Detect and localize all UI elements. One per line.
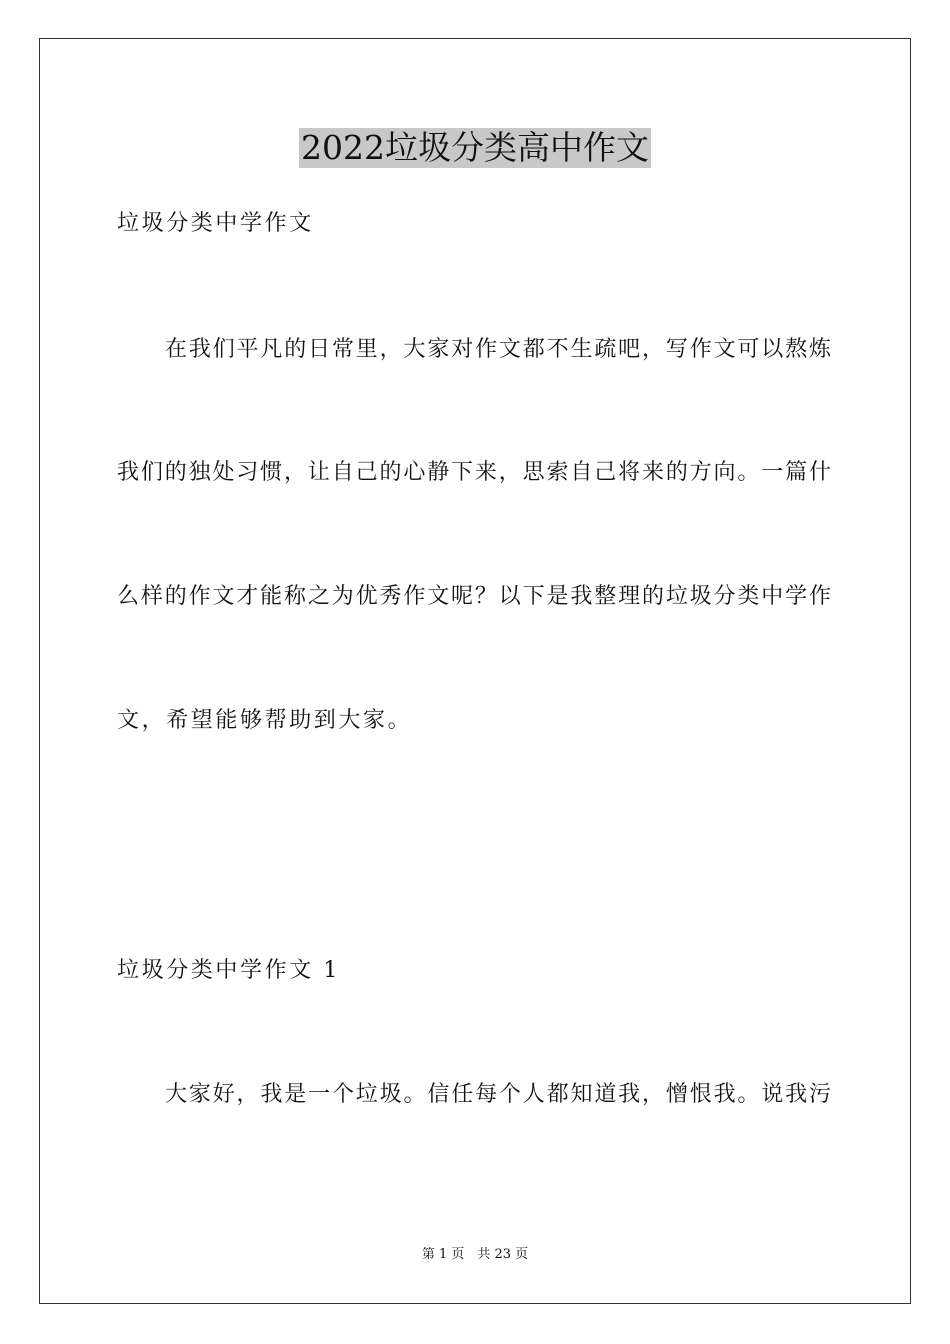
paragraph-line: 在我们平凡的日常里，大家对作文都不生疏吧，写作文可以熬炼 <box>165 337 831 362</box>
paragraph-line: 大家好，我是一个垃圾。信任每个人都知道我，憎恨我。说我污 <box>165 1082 831 1107</box>
page-number: 第 1 页 共 23 页 <box>421 1247 529 1262</box>
title-container <box>0 128 950 168</box>
paragraph-line: 么样的作文才能称之为优秀作文呢？以下是我整理的垃圾分类中学作 <box>117 584 831 609</box>
paragraph-line: 文，希望能够帮助到大家。 <box>117 708 413 733</box>
subtitle: 垃圾分类中学作文 <box>117 211 314 236</box>
section-heading: 垃圾分类中学作文 1 <box>117 958 340 983</box>
paragraph-line: 我们的独处习惯，让自己的心静下来，思索自己将来的方向。一篇什 <box>117 460 831 485</box>
document-title: 2022垃圾分类高中作文 <box>301 128 649 167</box>
